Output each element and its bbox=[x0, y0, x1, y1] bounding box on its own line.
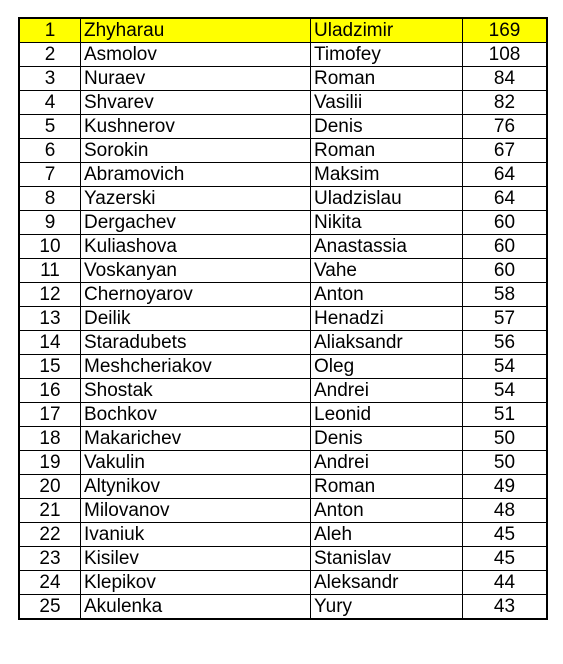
last-name-cell: Meshcheriakov bbox=[81, 355, 311, 379]
first-name-cell: Yury bbox=[311, 595, 463, 620]
rank-cell: 17 bbox=[19, 403, 81, 427]
first-name-cell: Andrei bbox=[311, 379, 463, 403]
first-name-cell: Aleksandr bbox=[311, 571, 463, 595]
first-name-cell: Anton bbox=[311, 283, 463, 307]
score-cell: 54 bbox=[463, 355, 548, 379]
score-cell: 54 bbox=[463, 379, 548, 403]
table-row bbox=[19, 379, 547, 403]
first-name-cell: Vasilii bbox=[311, 91, 463, 115]
score-cell: 64 bbox=[463, 163, 548, 187]
table-row bbox=[19, 283, 547, 307]
first-name-cell: Aliaksandr bbox=[311, 331, 463, 355]
table-row bbox=[19, 187, 547, 211]
table-row bbox=[19, 595, 547, 620]
last-name-cell: Altynikov bbox=[81, 475, 311, 499]
ranking-table-body bbox=[19, 18, 547, 619]
last-name-cell: Milovanov bbox=[81, 499, 311, 523]
rank-cell: 19 bbox=[19, 451, 81, 475]
rank-cell: 14 bbox=[19, 331, 81, 355]
table-row bbox=[19, 523, 547, 547]
score-cell: 50 bbox=[463, 451, 548, 475]
last-name-cell: Bochkov bbox=[81, 403, 311, 427]
first-name-cell: Timofey bbox=[311, 43, 463, 67]
first-name-cell: Nikita bbox=[311, 211, 463, 235]
rank-cell: 24 bbox=[19, 571, 81, 595]
first-name-cell: Anton bbox=[311, 499, 463, 523]
rank-cell: 23 bbox=[19, 547, 81, 571]
score-cell: 51 bbox=[463, 403, 548, 427]
last-name-cell: Makarichev bbox=[81, 427, 311, 451]
first-name-cell: Roman bbox=[311, 67, 463, 91]
first-name-cell: Leonid bbox=[311, 403, 463, 427]
rank-cell: 20 bbox=[19, 475, 81, 499]
last-name-cell: Kisilev bbox=[81, 547, 311, 571]
last-name-cell: Deilik bbox=[81, 307, 311, 331]
rank-cell: 21 bbox=[19, 499, 81, 523]
table-row bbox=[19, 139, 547, 163]
last-name-cell: Voskanyan bbox=[81, 259, 311, 283]
last-name-cell: Klepikov bbox=[81, 571, 311, 595]
table-row bbox=[19, 547, 547, 571]
score-cell: 45 bbox=[463, 523, 548, 547]
rank-cell: 10 bbox=[19, 235, 81, 259]
score-cell: 44 bbox=[463, 571, 548, 595]
rank-cell: 4 bbox=[19, 91, 81, 115]
last-name-cell: Yazerski bbox=[81, 187, 311, 211]
score-cell: 48 bbox=[463, 499, 548, 523]
first-name-cell: Uladzislau bbox=[311, 187, 463, 211]
table-row bbox=[19, 18, 547, 43]
rank-cell: 25 bbox=[19, 595, 81, 620]
table-row bbox=[19, 475, 547, 499]
first-name-cell: Henadzi bbox=[311, 307, 463, 331]
first-name-cell: Roman bbox=[311, 139, 463, 163]
rank-cell: 18 bbox=[19, 427, 81, 451]
first-name-cell: Aleh bbox=[311, 523, 463, 547]
table-row bbox=[19, 355, 547, 379]
score-cell: 58 bbox=[463, 283, 548, 307]
last-name-cell: Nuraev bbox=[81, 67, 311, 91]
score-cell: 108 bbox=[463, 43, 548, 67]
last-name-cell: Zhyharau bbox=[81, 18, 311, 43]
ranking-table bbox=[18, 17, 548, 620]
first-name-cell: Uladzimir bbox=[311, 18, 463, 43]
score-cell: 43 bbox=[463, 595, 548, 620]
first-name-cell: Andrei bbox=[311, 451, 463, 475]
table-row bbox=[19, 43, 547, 67]
table-row bbox=[19, 115, 547, 139]
rank-cell: 22 bbox=[19, 523, 81, 547]
first-name-cell: Maksim bbox=[311, 163, 463, 187]
score-cell: 64 bbox=[463, 187, 548, 211]
last-name-cell: Dergachev bbox=[81, 211, 311, 235]
last-name-cell: Abramovich bbox=[81, 163, 311, 187]
table-row bbox=[19, 307, 547, 331]
score-cell: 60 bbox=[463, 211, 548, 235]
last-name-cell: Shvarev bbox=[81, 91, 311, 115]
table-row bbox=[19, 331, 547, 355]
score-cell: 76 bbox=[463, 115, 548, 139]
first-name-cell: Oleg bbox=[311, 355, 463, 379]
score-cell: 84 bbox=[463, 67, 548, 91]
last-name-cell: Vakulin bbox=[81, 451, 311, 475]
last-name-cell: Kuliashova bbox=[81, 235, 311, 259]
table-row bbox=[19, 499, 547, 523]
table-row bbox=[19, 427, 547, 451]
first-name-cell: Anastassia bbox=[311, 235, 463, 259]
rank-cell: 11 bbox=[19, 259, 81, 283]
rank-cell: 16 bbox=[19, 379, 81, 403]
score-cell: 56 bbox=[463, 331, 548, 355]
rank-cell: 13 bbox=[19, 307, 81, 331]
score-cell: 82 bbox=[463, 91, 548, 115]
table-row bbox=[19, 163, 547, 187]
table-row bbox=[19, 571, 547, 595]
table-row bbox=[19, 211, 547, 235]
last-name-cell: Kushnerov bbox=[81, 115, 311, 139]
rank-cell: 5 bbox=[19, 115, 81, 139]
last-name-cell: Sorokin bbox=[81, 139, 311, 163]
rank-cell: 1 bbox=[19, 18, 81, 43]
rank-cell: 3 bbox=[19, 67, 81, 91]
table-row bbox=[19, 403, 547, 427]
last-name-cell: Staradubets bbox=[81, 331, 311, 355]
score-cell: 50 bbox=[463, 427, 548, 451]
score-cell: 67 bbox=[463, 139, 548, 163]
rank-cell: 2 bbox=[19, 43, 81, 67]
last-name-cell: Ivaniuk bbox=[81, 523, 311, 547]
rank-cell: 12 bbox=[19, 283, 81, 307]
score-cell: 57 bbox=[463, 307, 548, 331]
first-name-cell: Stanislav bbox=[311, 547, 463, 571]
score-cell: 60 bbox=[463, 235, 548, 259]
last-name-cell: Shostak bbox=[81, 379, 311, 403]
last-name-cell: Chernoyarov bbox=[81, 283, 311, 307]
score-cell: 45 bbox=[463, 547, 548, 571]
first-name-cell: Roman bbox=[311, 475, 463, 499]
last-name-cell: Akulenka bbox=[81, 595, 311, 620]
rank-cell: 8 bbox=[19, 187, 81, 211]
table-row bbox=[19, 259, 547, 283]
rank-cell: 7 bbox=[19, 163, 81, 187]
score-cell: 60 bbox=[463, 259, 548, 283]
rank-cell: 6 bbox=[19, 139, 81, 163]
table-row bbox=[19, 67, 547, 91]
first-name-cell: Denis bbox=[311, 115, 463, 139]
first-name-cell: Denis bbox=[311, 427, 463, 451]
first-name-cell: Vahe bbox=[311, 259, 463, 283]
last-name-cell: Asmolov bbox=[81, 43, 311, 67]
table-row bbox=[19, 235, 547, 259]
score-cell: 169 bbox=[463, 18, 548, 43]
score-cell: 49 bbox=[463, 475, 548, 499]
table-row bbox=[19, 451, 547, 475]
rank-cell: 9 bbox=[19, 211, 81, 235]
rank-cell: 15 bbox=[19, 355, 81, 379]
table-row bbox=[19, 91, 547, 115]
